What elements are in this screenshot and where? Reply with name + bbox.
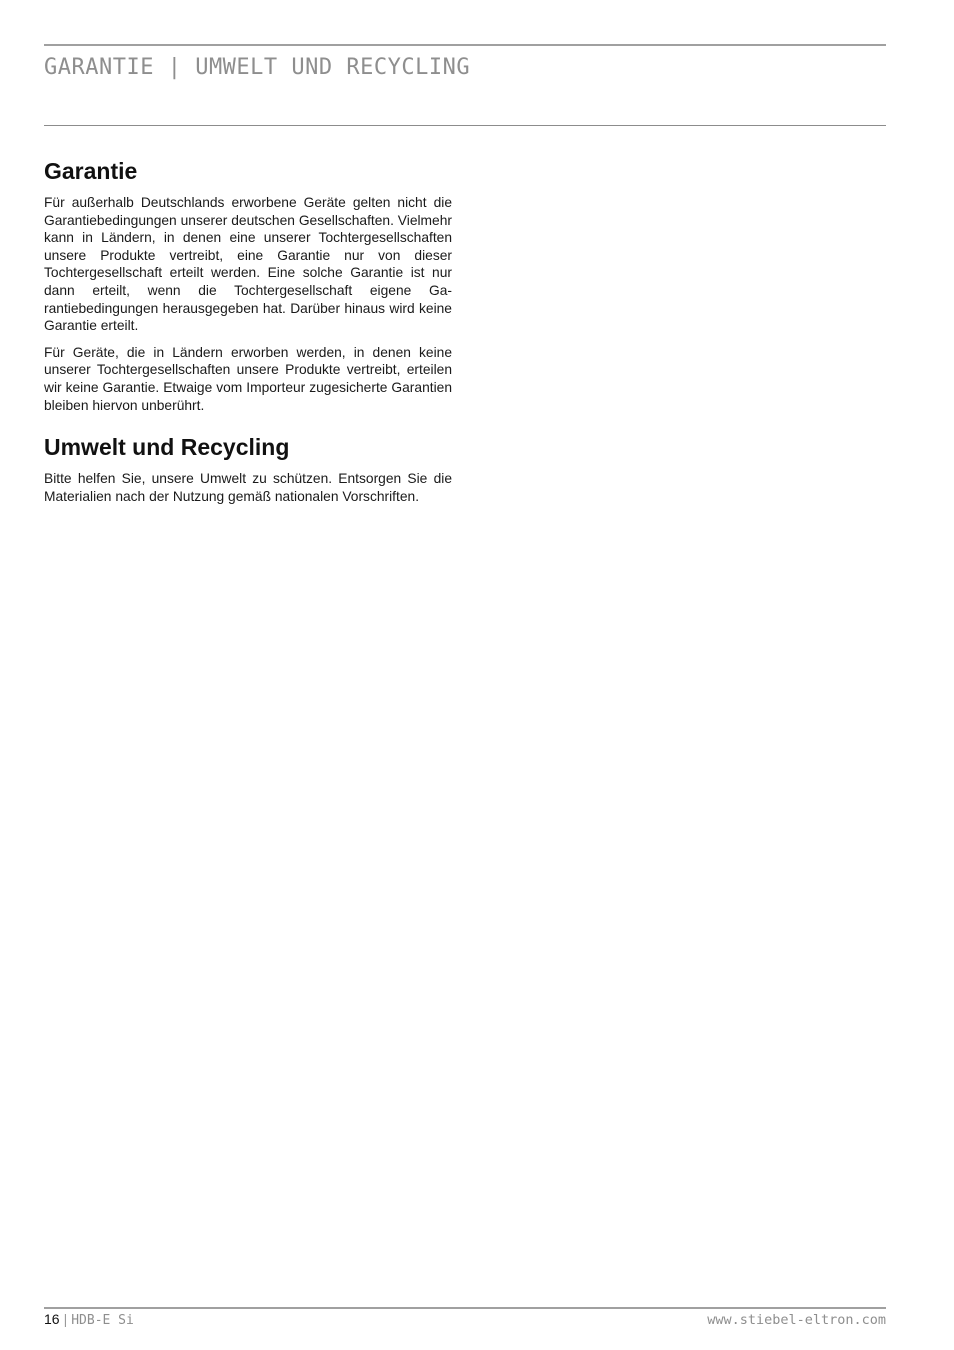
footer-left: [44, 1311, 134, 1328]
header-top-rule: [44, 44, 886, 46]
main-content: [44, 156, 452, 514]
website-link[interactable]: www.stiebel-eltron.com: [707, 1312, 886, 1328]
section-umwelt-recycling: [44, 432, 452, 505]
running-header-title: GARANTIE | UMWELT UND RECYCLING: [44, 55, 471, 80]
footer-separator: |: [63, 1311, 68, 1327]
model-name: HDB-E Si: [71, 1313, 134, 1328]
header-bottom-rule: [44, 125, 886, 126]
section-heading: Garantie: [44, 158, 138, 184]
section-garantie: [44, 156, 452, 414]
body-paragraph: Für außerhalb Deutschlands erworbene Geräte gelten nicht die Garantiebedingungen unserer deutschen Gesellschaften. Vielmehr kann in Ländern, in denen eine unserer Tochtergesellschaften unsere Produkte vertreibt, eine Garantie nur von dieser Tochtergesellschaft erteilt werden. Eine solche Garantie ist nur dann erteilt, wenn die Tochtergesellschaft eigene Garantiebedingungen herausgegeben hat. Darüber hinaus wird keine Garantie erteilt.: [44, 195, 452, 334]
body-paragraph: Für Geräte, die in Ländern erworben werden, in denen keine unserer Tochtergesellschaften unsere Produkte vertreibt, erteilen wir keine Garantie. Etwaige vom Importeur zugesicherte Garantien bleiben hiervon unberührt.: [44, 344, 452, 413]
footer-rule: [44, 1307, 886, 1309]
section-heading: Umwelt und Recycling: [44, 434, 290, 461]
page-number: 16: [44, 1311, 60, 1327]
body-paragraph: Bitte helfen Sie, unsere Umwelt zu schützen. Entsorgen Sie die Materialien nach der Nutzung gemäß nationalen Vorschriften.: [44, 471, 452, 504]
